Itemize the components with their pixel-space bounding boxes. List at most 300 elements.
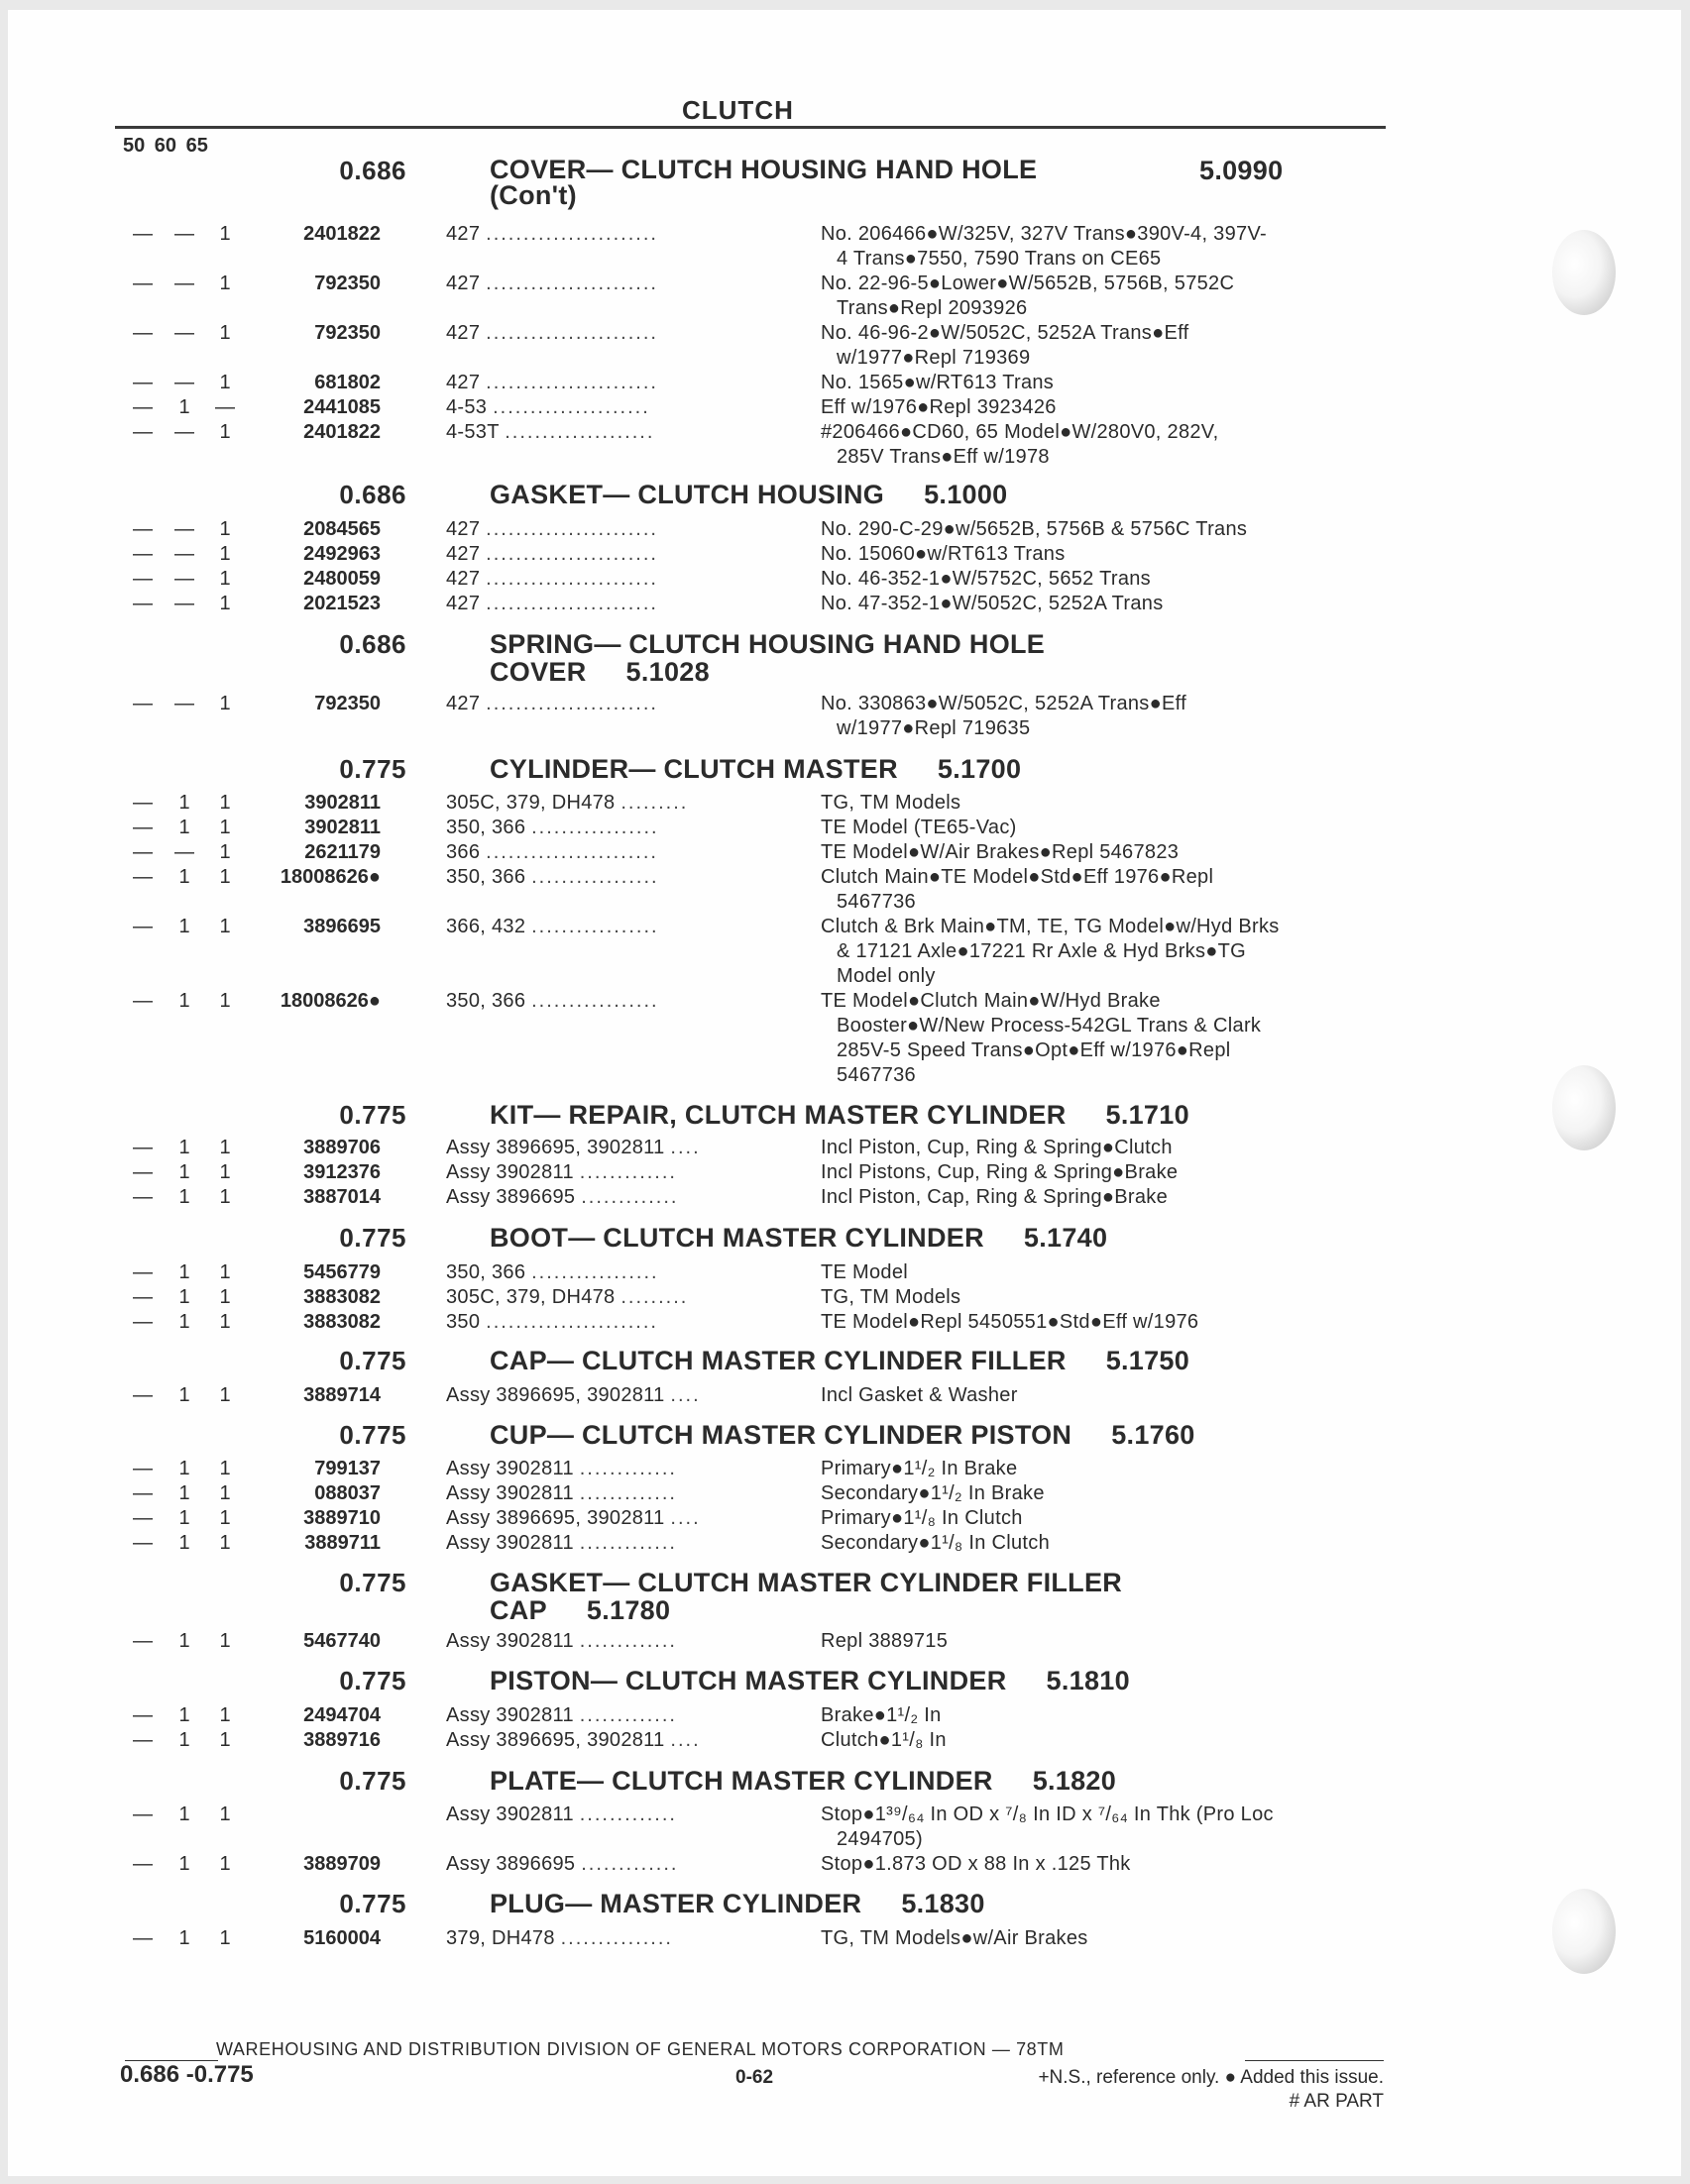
- application-text: Assy 3896695, 3902811: [446, 1384, 665, 1406]
- model-qty-60: 1: [178, 1729, 190, 1751]
- model-qty-60: 1: [178, 1532, 190, 1554]
- model-qty-50: —: [133, 817, 153, 838]
- leader-dots: .......................: [486, 693, 658, 714]
- catalog-page: [8, 10, 1681, 2176]
- application: [446, 840, 793, 865]
- leader-dots: .........: [620, 792, 689, 814]
- model-qty-65: 1: [219, 1286, 231, 1308]
- description-line: No. 330863●W/5052C, 5252A Trans●Eff: [821, 693, 1186, 714]
- part-name: GASKET— CLUTCH HOUSING: [490, 480, 885, 509]
- section-heading-line: [490, 1667, 1130, 1694]
- part-name: SPRING— CLUTCH HOUSING HAND HOLE: [490, 629, 1046, 659]
- leader-dots: .......................: [486, 273, 658, 294]
- model-qty-60: —: [174, 568, 194, 590]
- application: [446, 321, 793, 346]
- model-qty-50: —: [133, 1704, 153, 1726]
- leader-dots: .................: [531, 1261, 659, 1283]
- section-heading-line: [490, 1890, 985, 1917]
- application-text: 427: [446, 372, 481, 393]
- section-heading: [490, 1421, 1195, 1449]
- section-heading-line: [490, 182, 1037, 208]
- section-heading: [490, 630, 1045, 686]
- description-line: Stop●1.873 OD x 88 In x .125 Thk: [821, 1853, 1131, 1875]
- model-qty-65: 1: [219, 1458, 231, 1479]
- application-text: Assy 3902811: [446, 1482, 574, 1504]
- application: [446, 865, 793, 890]
- description: [821, 1629, 1386, 1654]
- description: [821, 1260, 1386, 1285]
- section-heading: [490, 1347, 1189, 1374]
- model-qty-65: 1: [219, 543, 231, 565]
- description-line: 285V Trans●Eff w/1978: [837, 446, 1050, 468]
- application: [446, 989, 793, 1014]
- description-line: No. 46-96-2●W/5052C, 5252A Trans●Eff: [821, 322, 1189, 344]
- description-line: #206466●CD60, 65 Model●W/280V0, 282V,: [821, 421, 1219, 443]
- description-line: w/1977●Repl 719635: [837, 717, 1031, 739]
- description-line: Clutch Main●TE Model●Std●Eff 1976●Repl: [821, 866, 1214, 888]
- model-qty-50: —: [133, 693, 153, 714]
- model-qty-50: —: [133, 543, 153, 565]
- section-number: 5.1810: [1046, 1666, 1130, 1695]
- leader-dots: .......................: [486, 543, 658, 565]
- application: [446, 1852, 793, 1877]
- description: [821, 1506, 1386, 1531]
- footer-page-number: 0-62: [735, 2067, 774, 2088]
- application: [446, 1481, 793, 1506]
- description: [821, 1926, 1386, 1951]
- model-qty-50: —: [133, 1507, 153, 1529]
- group-code: 0.686: [339, 629, 406, 659]
- part-name: PISTON— CLUTCH MASTER CYLINDER: [490, 1666, 1007, 1695]
- application: [446, 1531, 793, 1556]
- description-line: Incl Piston, Cup, Ring & Spring●Clutch: [821, 1137, 1173, 1158]
- model-qty-60: 1: [178, 1853, 190, 1875]
- part-number: 3902811: [304, 792, 381, 814]
- description-line: TE Model●W/Air Brakes●Repl 5467823: [821, 841, 1180, 863]
- section-subheading: COVER: [490, 657, 587, 687]
- application: [446, 395, 793, 420]
- part-number: 3889710: [303, 1507, 381, 1529]
- part-number: 2494704: [303, 1704, 381, 1726]
- section-number: 5.1750: [1105, 1346, 1190, 1375]
- model-qty-60: 1: [178, 1507, 190, 1529]
- model-qty-65: 1: [219, 1729, 231, 1751]
- model-qty-60: 1: [178, 396, 190, 418]
- section-subheading: CAP: [490, 1595, 547, 1625]
- part-number: 799137: [314, 1458, 381, 1479]
- application: [446, 791, 793, 816]
- model-qty-65: 1: [219, 1186, 231, 1208]
- description-line: TE Model●Repl 5450551●Std●Eff w/1976: [821, 1311, 1199, 1333]
- description: [821, 1802, 1386, 1852]
- application: [446, 1383, 793, 1408]
- description: [821, 816, 1386, 840]
- application: [446, 1310, 793, 1335]
- application-text: Assy 3896695, 3902811: [446, 1137, 665, 1158]
- application-text: 366, 432: [446, 916, 526, 937]
- description: [821, 1285, 1386, 1310]
- application-text: Assy 3896695, 3902811: [446, 1507, 665, 1529]
- part-number: 3889709: [303, 1853, 381, 1875]
- group-code: 0.775: [339, 754, 406, 784]
- application-text: 305C, 379, DH478: [446, 792, 616, 814]
- group-code: 0.775: [339, 1666, 406, 1695]
- leader-dots: .............: [579, 1630, 677, 1652]
- footer-legend-line: # AR PART: [1289, 2091, 1384, 2112]
- description-line: w/1977●Repl 719369: [837, 347, 1031, 369]
- application: [446, 1728, 793, 1753]
- section-heading: [490, 1101, 1189, 1129]
- footer-legend-line: +N.S., reference only. ● Added this issue.: [1038, 2067, 1384, 2088]
- description-line: TG, TM Models●w/Air Brakes: [821, 1927, 1088, 1949]
- description: [821, 840, 1386, 865]
- leader-dots: .......................: [486, 518, 658, 540]
- leader-dots: ....: [670, 1507, 701, 1529]
- description-line: Trans●Repl 2093926: [837, 297, 1028, 319]
- description-line: Clutch●1¹/₈ In: [821, 1729, 947, 1751]
- section-heading: [490, 1224, 1107, 1252]
- model-qty-50: —: [133, 396, 153, 418]
- application-text: 366: [446, 841, 481, 863]
- model-qty-60: —: [174, 223, 194, 245]
- section-number: 5.1710: [1105, 1100, 1189, 1130]
- model-qty-65: 1: [219, 568, 231, 590]
- part-number: 3896695: [303, 916, 381, 937]
- application-text: 350, 366: [446, 1261, 526, 1283]
- leader-dots: .......................: [486, 372, 658, 393]
- application: [446, 1629, 793, 1654]
- description: [821, 1383, 1386, 1408]
- model-qty-50: —: [133, 273, 153, 294]
- application-text: 4-53: [446, 396, 488, 418]
- model-qty-50: —: [133, 1482, 153, 1504]
- part-number: 2401822: [303, 223, 381, 245]
- application-text: 350, 366: [446, 817, 526, 838]
- part-number: 792350: [314, 322, 381, 344]
- model-qty-50: —: [133, 568, 153, 590]
- description: [821, 1531, 1386, 1556]
- application: [446, 542, 793, 567]
- part-number: 3902811: [304, 817, 381, 838]
- description: [821, 395, 1386, 420]
- model-qty-65: —: [215, 396, 235, 418]
- section-subheading: (Con't): [490, 180, 577, 210]
- model-qty-65: 1: [219, 1532, 231, 1554]
- model-qty-60: —: [174, 593, 194, 614]
- application-text: 427: [446, 273, 481, 294]
- group-code: 0.686: [339, 480, 406, 509]
- description-line: TG, TM Models: [821, 1286, 961, 1308]
- model-qty-65: 1: [219, 1137, 231, 1158]
- model-qty-65: 1: [219, 1311, 231, 1333]
- model-qty-60: —: [174, 841, 194, 863]
- model-qty-50: —: [133, 1630, 153, 1652]
- model-qty-50: —: [133, 1286, 153, 1308]
- description: [821, 865, 1386, 915]
- model-qty-50: —: [133, 1261, 153, 1283]
- group-code: 0.775: [339, 1766, 406, 1796]
- leader-dots: .............: [579, 1458, 677, 1479]
- application: [446, 371, 793, 395]
- model-qty-60: 1: [178, 1704, 190, 1726]
- description: [821, 321, 1386, 371]
- section-number: 5.1780: [586, 1595, 671, 1625]
- model-qty-60: 1: [178, 866, 190, 888]
- leader-dots: .............: [579, 1482, 677, 1504]
- part-number: 2021523: [303, 593, 381, 614]
- description: [821, 1136, 1386, 1160]
- description-line: No. 15060●w/RT613 Trans: [821, 543, 1066, 565]
- section-heading-line: [490, 157, 1037, 182]
- description-line: No. 46-352-1●W/5752C, 5652 Trans: [821, 568, 1151, 590]
- description: [821, 1457, 1386, 1481]
- footer-division: WAREHOUSING AND DISTRIBUTION DIVISION OF GENERAL MOTORS CORPORATION — 78TM: [216, 2039, 1065, 2059]
- section-heading-line: [490, 1596, 1122, 1624]
- description-line: No. 290-C-29●w/5652B, 5756B & 5756C Trans: [821, 518, 1248, 540]
- model-qty-60: 1: [178, 916, 190, 937]
- section-heading-line: [490, 1347, 1189, 1374]
- model-qty-60: 1: [178, 1311, 190, 1333]
- section-heading-line: [490, 1569, 1122, 1596]
- model-qty-50: —: [133, 1853, 153, 1875]
- model-qty-65: 1: [219, 1507, 231, 1529]
- model-qty-50: —: [133, 916, 153, 937]
- section-number: 5.0990: [1199, 156, 1284, 185]
- model-qty-50: —: [133, 990, 153, 1012]
- part-number: 2441085: [303, 396, 381, 418]
- section-number: 5.1760: [1111, 1420, 1195, 1450]
- application: [446, 1926, 793, 1951]
- section-heading: [490, 1767, 1116, 1795]
- part-name: CUP— CLUTCH MASTER CYLINDER PISTON: [490, 1420, 1072, 1450]
- description-line: No. 47-352-1●W/5052C, 5252A Trans: [821, 593, 1164, 614]
- leader-dots: ....: [670, 1729, 701, 1751]
- description: [821, 222, 1386, 272]
- part-number: 3883082: [303, 1286, 381, 1308]
- section-number: 5.1700: [937, 754, 1022, 784]
- description: [821, 1728, 1386, 1753]
- description-line: 2494705): [837, 1828, 923, 1850]
- part-name: PLUG— MASTER CYLINDER: [490, 1889, 862, 1918]
- description: [821, 1185, 1386, 1210]
- description-line: 4 Trans●7550, 7590 Trans on CE65: [837, 248, 1162, 270]
- model-qty-65: 1: [219, 1261, 231, 1283]
- application-text: Assy 3902811: [446, 1161, 574, 1183]
- model-qty-65: 1: [219, 693, 231, 714]
- leader-dots: .................: [531, 990, 659, 1012]
- leader-dots: .............: [581, 1853, 679, 1875]
- description: [821, 692, 1386, 741]
- group-code: 0.775: [339, 1420, 406, 1450]
- leader-dots: ....................: [505, 421, 655, 443]
- leader-dots: ....: [670, 1384, 701, 1406]
- application-text: 427: [446, 543, 481, 565]
- model-qty-50: —: [133, 322, 153, 344]
- description-line: Eff w/1976●Repl 3923426: [821, 396, 1057, 418]
- model-qty-65: 1: [219, 916, 231, 937]
- leader-dots: .................: [531, 916, 659, 937]
- model-qty-65: 1: [219, 792, 231, 814]
- application: [446, 592, 793, 616]
- model-qty-60: 1: [178, 1927, 190, 1949]
- application-text: 350, 366: [446, 866, 526, 888]
- application: [446, 1160, 793, 1185]
- model-qty-60: —: [174, 322, 194, 344]
- model-qty-65: 1: [219, 223, 231, 245]
- model-qty-65: 1: [219, 990, 231, 1012]
- model-qty-60: 1: [178, 1803, 190, 1825]
- description: [821, 592, 1386, 616]
- group-code: 0.775: [339, 1889, 406, 1918]
- footer-legend: [924, 2066, 1384, 2114]
- model-qty-50: —: [133, 1458, 153, 1479]
- leader-dots: .......................: [486, 1311, 658, 1333]
- model-qty-60: 1: [178, 792, 190, 814]
- application-text: 427: [446, 518, 481, 540]
- model-qty-65: 1: [219, 322, 231, 344]
- description: [821, 1852, 1386, 1877]
- group-code: 0.775: [339, 1568, 406, 1597]
- model-qty-50: —: [133, 1384, 153, 1406]
- model-qty-60: 1: [178, 1286, 190, 1308]
- description-line: No. 22-96-5●Lower●W/5652B, 5756B, 5752C: [821, 273, 1235, 294]
- application-text: Assy 3896695: [446, 1186, 576, 1208]
- model-qty-50: —: [133, 372, 153, 393]
- model-qty-50: —: [133, 1161, 153, 1183]
- part-number: 3883082: [303, 1311, 381, 1333]
- model-qty-60: 1: [178, 1137, 190, 1158]
- page-content: [8, 10, 1396, 2176]
- model-qty-65: 1: [219, 1161, 231, 1183]
- description-line: Brake●1¹/₂ In: [821, 1704, 942, 1726]
- description: [821, 1703, 1386, 1728]
- application-text: Assy 3896695: [446, 1853, 576, 1875]
- part-number: 3889714: [303, 1384, 381, 1406]
- section-heading: [490, 755, 1021, 783]
- section-heading: [490, 157, 1037, 208]
- description-line: Clutch & Brk Main●TM, TE, TG Model●w/Hyd Brks: [821, 916, 1280, 937]
- part-number: 792350: [314, 273, 381, 294]
- application-text: 4-53T: [446, 421, 500, 443]
- description: [821, 371, 1386, 395]
- description-line: TE Model: [821, 1261, 908, 1283]
- description-line: Primary●1¹/₈ In Clutch: [821, 1507, 1023, 1529]
- model-qty-65: 1: [219, 421, 231, 443]
- section-heading: [490, 1569, 1122, 1624]
- model-qty-60: 1: [178, 1161, 190, 1183]
- binder-hole-bottom: [1552, 1889, 1616, 1974]
- application: [446, 517, 793, 542]
- application: [446, 1285, 793, 1310]
- description-line: & 17121 Axle●17221 Rr Axle & Hyd Brks●TG: [837, 940, 1247, 962]
- section-heading-line: [490, 755, 1021, 783]
- model-qty-60: 1: [178, 1630, 190, 1652]
- section-number: 5.1740: [1023, 1223, 1108, 1253]
- application: [446, 1703, 793, 1728]
- model-qty-65: 1: [219, 1482, 231, 1504]
- description: [821, 567, 1386, 592]
- model-qty-50: —: [133, 1137, 153, 1158]
- application: [446, 1457, 793, 1481]
- leader-dots: .................: [531, 866, 659, 888]
- description-line: TE Model●Clutch Main●W/Hyd Brake: [821, 990, 1161, 1012]
- model-qty-50: —: [133, 841, 153, 863]
- description: [821, 272, 1386, 321]
- model-qty-50: —: [133, 792, 153, 814]
- model-qty-65: 1: [219, 1853, 231, 1875]
- part-number: 2401822: [303, 421, 381, 443]
- description-line: Primary●1¹/₂ In Brake: [821, 1458, 1018, 1479]
- leader-dots: .............: [581, 1186, 679, 1208]
- model-qty-50: —: [133, 421, 153, 443]
- description: [821, 420, 1386, 470]
- description-line: Incl Pistons, Cup, Ring & Spring●Brake: [821, 1161, 1179, 1183]
- application-text: 427: [446, 568, 481, 590]
- description-line: Secondary●1¹/₂ In Brake: [821, 1482, 1045, 1504]
- application-text: Assy 3902811: [446, 1630, 574, 1652]
- section-number: 5.1000: [924, 480, 1008, 509]
- binder-hole-top: [1552, 230, 1616, 315]
- description-line: TG, TM Models: [821, 792, 961, 814]
- application: [446, 1260, 793, 1285]
- model-qty-60: 1: [178, 1384, 190, 1406]
- application: [446, 816, 793, 840]
- model-qty-65: 1: [219, 518, 231, 540]
- leader-dots: .............: [579, 1161, 677, 1183]
- description-line: TE Model (TE65-Vac): [821, 817, 1017, 838]
- part-number: 3889711: [304, 1532, 381, 1554]
- model-qty-65: 1: [219, 841, 231, 863]
- model-qty-60: 1: [178, 1458, 190, 1479]
- part-number: 088037: [314, 1482, 381, 1504]
- binder-hole-middle: [1552, 1065, 1616, 1150]
- leader-dots: ....: [670, 1137, 701, 1158]
- description: [821, 915, 1386, 989]
- description-line: Repl 3889715: [821, 1630, 949, 1652]
- column-header: 50 60 65: [123, 135, 208, 157]
- application: [446, 222, 793, 247]
- section-heading: [490, 1890, 985, 1917]
- model-qty-50: —: [133, 223, 153, 245]
- description-line: 5467736: [837, 891, 916, 913]
- application-text: Assy 3896695, 3902811: [446, 1729, 665, 1751]
- part-name: PLATE— CLUTCH MASTER CYLINDER: [490, 1766, 993, 1796]
- part-name: CAP— CLUTCH MASTER CYLINDER FILLER: [490, 1346, 1067, 1375]
- leader-dots: .........: [620, 1286, 689, 1308]
- group-code: 0.775: [339, 1100, 406, 1130]
- model-qty-65: 1: [219, 1384, 231, 1406]
- part-number: 5160004: [303, 1927, 381, 1949]
- model-qty-60: —: [174, 543, 194, 565]
- model-qty-65: 1: [219, 1803, 231, 1825]
- title-rule: [115, 126, 1386, 129]
- model-qty-50: —: [133, 1532, 153, 1554]
- application-text: 350, 366: [446, 990, 526, 1012]
- model-qty-60: 1: [178, 1261, 190, 1283]
- application: [446, 1136, 793, 1160]
- description-line: Secondary●1¹/₈ In Clutch: [821, 1532, 1051, 1554]
- leader-dots: .......................: [486, 593, 658, 614]
- group-code: 0.775: [339, 1346, 406, 1375]
- section-heading-line: [490, 1101, 1189, 1129]
- description-line: No. 206466●W/325V, 327V Trans●390V-4, 397V-: [821, 223, 1267, 245]
- description: [821, 517, 1386, 542]
- application-text: 427: [446, 693, 481, 714]
- application-text: Assy 3902811: [446, 1704, 574, 1726]
- application: [446, 272, 793, 296]
- model-qty-60: 1: [178, 1482, 190, 1504]
- section-heading-line: [490, 1224, 1107, 1252]
